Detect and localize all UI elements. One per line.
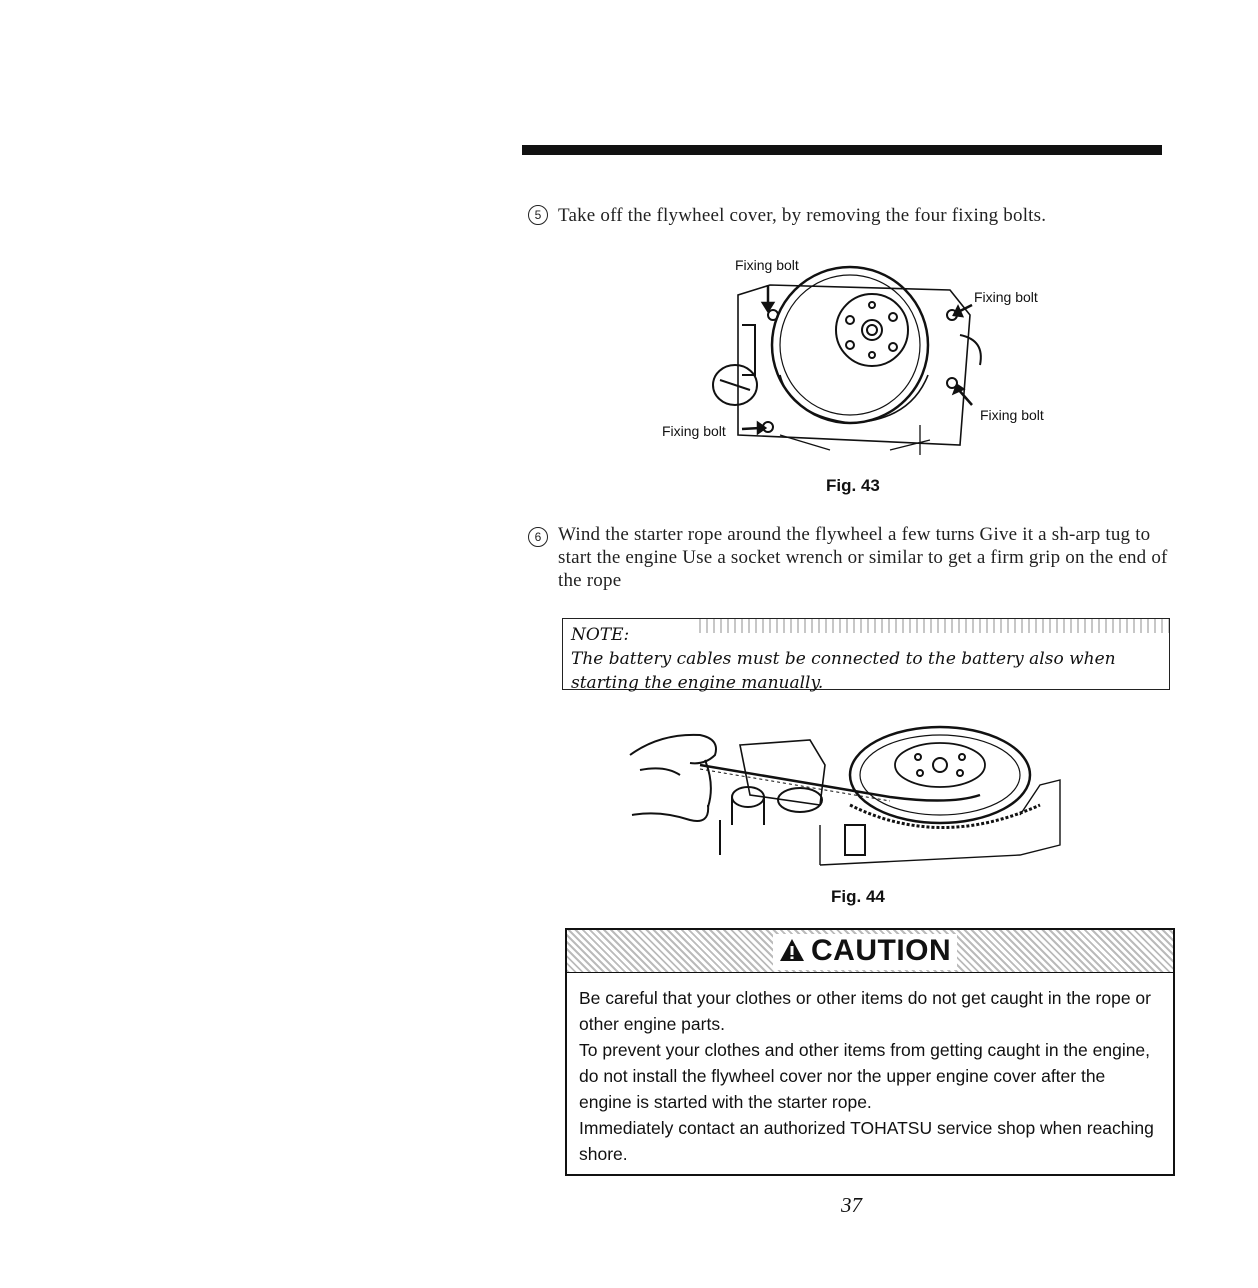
- step-6: [528, 523, 1168, 592]
- warning-triangle-icon: [779, 936, 805, 970]
- note-box: [562, 618, 1170, 693]
- figure-43-caption: Fig. 43: [826, 476, 880, 495]
- header-rule: [522, 145, 1162, 155]
- figure-43: [660, 255, 1080, 465]
- step-text: Take off the flywheel cover, by removing the four fixing bolts.: [558, 205, 1047, 226]
- note-line: starting the engine manually.: [571, 673, 824, 693]
- figure-44-caption: Fig. 44: [831, 887, 885, 906]
- caution-title: [773, 934, 957, 970]
- caution-paragraph: Be careful that your clothes or other items do not get caught in the rope or other engine parts.: [579, 988, 1151, 1034]
- fixing-bolt-label: Fixing bolt: [980, 407, 1044, 423]
- fixing-bolt-label: Fixing bolt: [974, 289, 1038, 305]
- page-number: 37: [841, 1193, 862, 1217]
- caution-body: [567, 973, 1173, 1167]
- note-decoration: [699, 619, 1169, 633]
- caution-box: [565, 928, 1175, 1176]
- fixing-bolt-label: Fixing bolt: [662, 423, 726, 439]
- caution-paragraph: To prevent your clothes and other items from getting caught in the engine, do not install the flywheel cover nor the upper engine cover after the engine is started with the starter rope.: [579, 1040, 1151, 1112]
- starter-rope-illustration: [620, 725, 1090, 875]
- fixing-bolt-label: Fixing bolt: [735, 257, 799, 273]
- step-number: 6: [528, 527, 548, 547]
- note-title: NOTE:: [571, 625, 630, 645]
- caution-header: [567, 930, 1173, 973]
- step-text: Wind the starter rope around the flywheel a few turns Give it a sh-arp tug to start the engine Use a socket wrench or similar to get a firm grip on the end of the rope: [558, 524, 1168, 591]
- figure-44: [620, 725, 1090, 875]
- step-5: [528, 205, 1168, 227]
- caution-paragraph: Immediately contact an authorized TOHATSU service shop when reaching shore.: [579, 1118, 1154, 1164]
- step-number: 5: [528, 205, 548, 225]
- note-line: The battery cables must be connected to the battery also when: [571, 649, 1116, 669]
- caution-title-text: CAUTION: [811, 934, 952, 967]
